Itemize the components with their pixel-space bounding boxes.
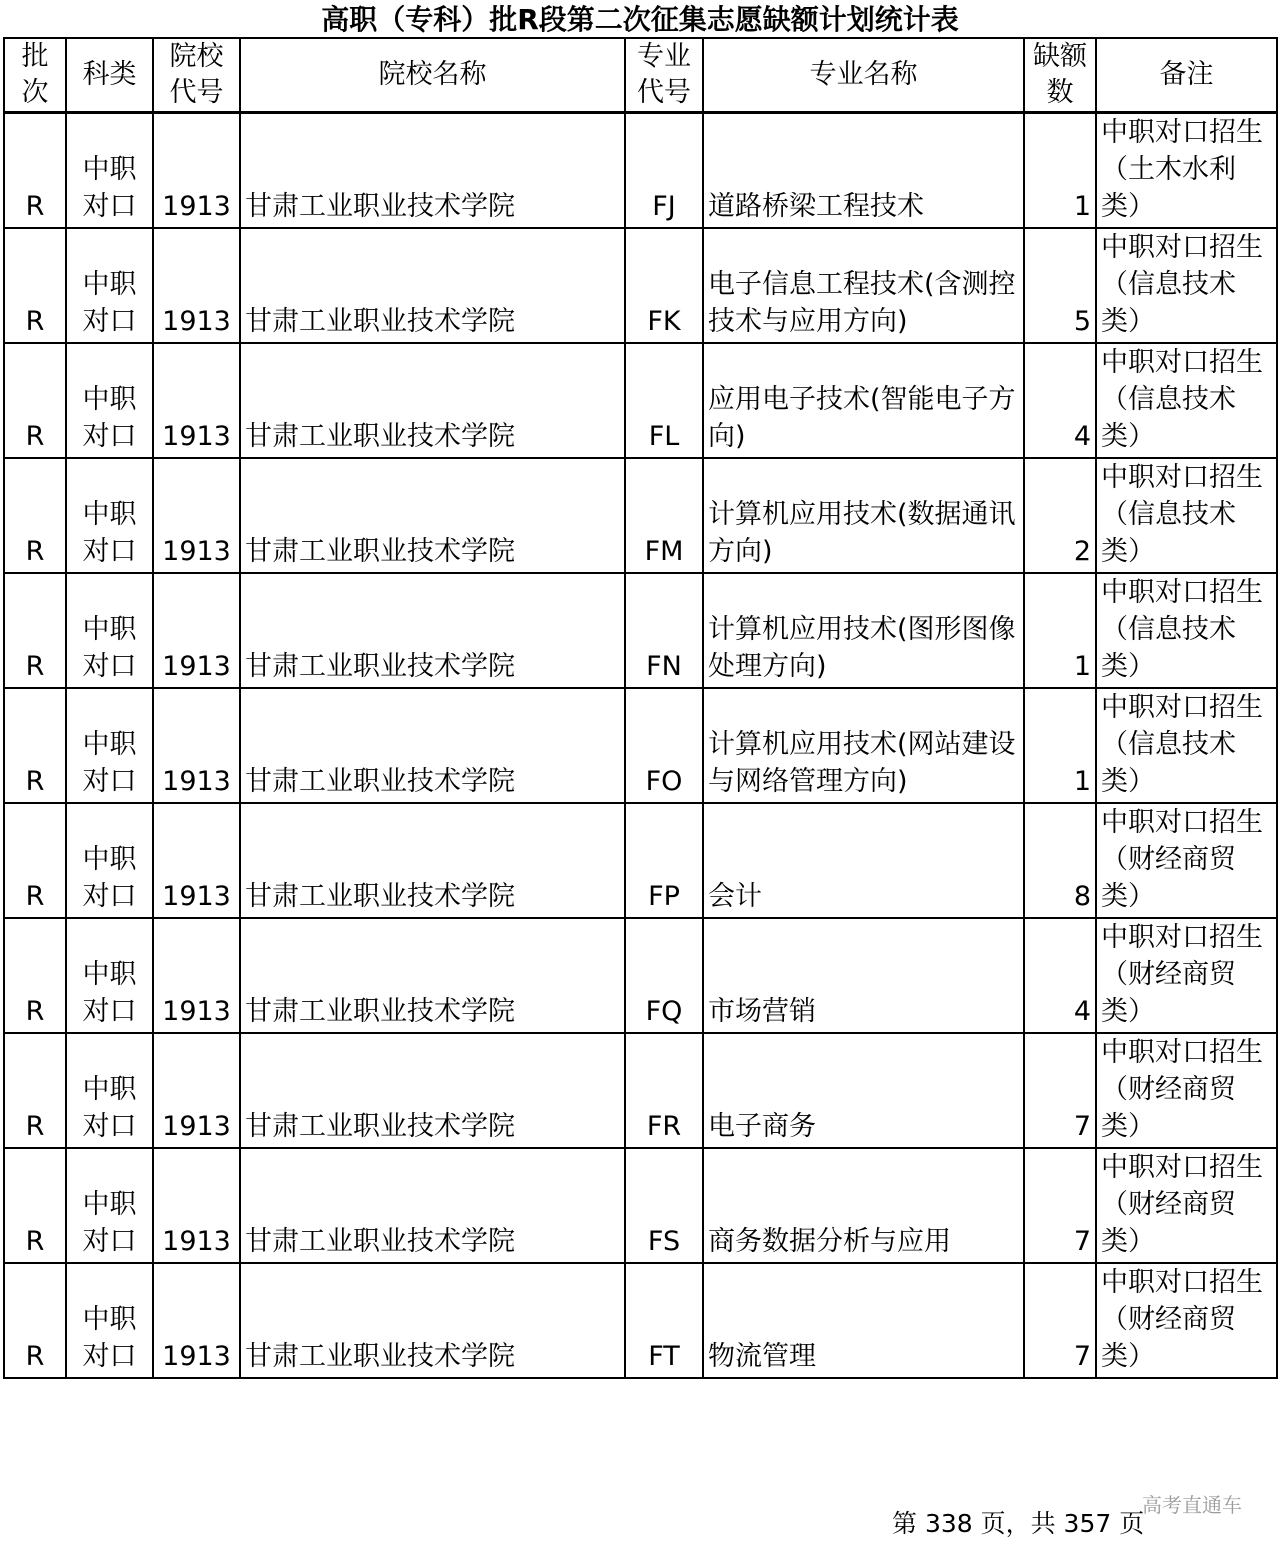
- watermark: 高考直通车: [1142, 1493, 1242, 1517]
- cell-note: 中职对口招生（财经商贸类）: [1096, 1263, 1277, 1378]
- table-row: [4, 228, 1277, 343]
- table-row: [4, 343, 1277, 458]
- cell-major-code: FR: [625, 1033, 703, 1148]
- cell-school-code: 1913: [153, 803, 240, 918]
- cell-major-name: 物流管理: [703, 1263, 1024, 1378]
- cell-note: 中职对口招生（财经商贸类）: [1096, 1148, 1277, 1263]
- cell-note: 中职对口招生（财经商贸类）: [1096, 918, 1277, 1033]
- cell-school-name: 甘肃工业职业技术学院: [240, 573, 625, 688]
- cell-school-name: 甘肃工业职业技术学院: [240, 1148, 625, 1263]
- cell-major-name: 计算机应用技术(图形图像处理方向): [703, 573, 1024, 688]
- table-row: [4, 573, 1277, 688]
- cell-major-name: 应用电子技术(智能电子方向): [703, 343, 1024, 458]
- cell-school-code: 1913: [153, 573, 240, 688]
- cell-major-code: FN: [625, 573, 703, 688]
- cell-batch: R: [4, 1263, 66, 1378]
- cell-major-name: 计算机应用技术(网站建设与网络管理方向): [703, 688, 1024, 803]
- cell-category: 中职对口: [66, 228, 153, 343]
- cell-vacancy: 4: [1024, 918, 1096, 1033]
- cell-school-name: 甘肃工业职业技术学院: [240, 228, 625, 343]
- header-school-name: 院校名称: [240, 38, 625, 113]
- cell-batch: R: [4, 688, 66, 803]
- cell-major-name: 计算机应用技术(数据通讯方向): [703, 458, 1024, 573]
- table-row: [4, 803, 1277, 918]
- cell-school-code: 1913: [153, 918, 240, 1033]
- cell-vacancy: 7: [1024, 1033, 1096, 1148]
- table-row: [4, 458, 1277, 573]
- cell-vacancy: 4: [1024, 343, 1096, 458]
- cell-category: 中职对口: [66, 688, 153, 803]
- cell-major-name: 会计: [703, 803, 1024, 918]
- table-row: [4, 688, 1277, 803]
- cell-school-name: 甘肃工业职业技术学院: [240, 343, 625, 458]
- cell-major-code: FS: [625, 1148, 703, 1263]
- table-row: [4, 1033, 1277, 1148]
- header-category: 科类: [66, 38, 153, 113]
- cell-category: 中职对口: [66, 1148, 153, 1263]
- table-row: [4, 1263, 1277, 1378]
- cell-major-code: FO: [625, 688, 703, 803]
- cell-school-code: 1913: [153, 688, 240, 803]
- cell-batch: R: [4, 458, 66, 573]
- cell-category: 中职对口: [66, 1263, 153, 1378]
- cell-major-code: FJ: [625, 113, 703, 229]
- cell-batch: R: [4, 803, 66, 918]
- cell-major-code: FK: [625, 228, 703, 343]
- cell-school-code: 1913: [153, 343, 240, 458]
- cell-vacancy: 8: [1024, 803, 1096, 918]
- cell-batch: R: [4, 1148, 66, 1263]
- cell-note: 中职对口招生（信息技术类）: [1096, 458, 1277, 573]
- table-row: [4, 1148, 1277, 1263]
- cell-school-name: 甘肃工业职业技术学院: [240, 113, 625, 229]
- cell-major-code: FM: [625, 458, 703, 573]
- cell-vacancy: 1: [1024, 573, 1096, 688]
- cell-major-name: 道路桥梁工程技术: [703, 113, 1024, 229]
- cell-major-name: 电子商务: [703, 1033, 1024, 1148]
- header-major-name: 专业名称: [703, 38, 1024, 113]
- cell-vacancy: 5: [1024, 228, 1096, 343]
- page-title: 高职（专科）批R段第二次征集志愿缺额计划统计表: [321, 3, 959, 36]
- cell-school-name: 甘肃工业职业技术学院: [240, 918, 625, 1033]
- cell-major-code: FQ: [625, 918, 703, 1033]
- cell-batch: R: [4, 573, 66, 688]
- cell-major-name: 电子信息工程技术(含测控技术与应用方向): [703, 228, 1024, 343]
- vacancy-plan-table: [3, 37, 1278, 1379]
- cell-school-name: 甘肃工业职业技术学院: [240, 803, 625, 918]
- cell-batch: R: [4, 228, 66, 343]
- cell-category: 中职对口: [66, 1033, 153, 1148]
- cell-note: 中职对口招生（信息技术类）: [1096, 573, 1277, 688]
- cell-school-code: 1913: [153, 228, 240, 343]
- cell-major-name: 商务数据分析与应用: [703, 1148, 1024, 1263]
- cell-major-code: FL: [625, 343, 703, 458]
- cell-note: 中职对口招生（信息技术类）: [1096, 343, 1277, 458]
- cell-category: 中职对口: [66, 113, 153, 229]
- cell-school-name: 甘肃工业职业技术学院: [240, 458, 625, 573]
- cell-major-name: 市场营销: [703, 918, 1024, 1033]
- cell-vacancy: 1: [1024, 688, 1096, 803]
- cell-category: 中职对口: [66, 803, 153, 918]
- cell-vacancy: 7: [1024, 1263, 1096, 1378]
- cell-major-code: FP: [625, 803, 703, 918]
- cell-vacancy: 7: [1024, 1148, 1096, 1263]
- cell-note: 中职对口招生（信息技术类）: [1096, 688, 1277, 803]
- cell-school-code: 1913: [153, 1263, 240, 1378]
- cell-batch: R: [4, 918, 66, 1033]
- table-header-row: [4, 38, 1277, 113]
- cell-batch: R: [4, 343, 66, 458]
- cell-vacancy: 1: [1024, 113, 1096, 229]
- cell-school-name: 甘肃工业职业技术学院: [240, 1033, 625, 1148]
- cell-batch: R: [4, 113, 66, 229]
- cell-school-name: 甘肃工业职业技术学院: [240, 688, 625, 803]
- table-row: [4, 918, 1277, 1033]
- cell-school-code: 1913: [153, 1148, 240, 1263]
- cell-category: 中职对口: [66, 458, 153, 573]
- header-school-code: 院校代号: [153, 38, 240, 113]
- header-batch: 批次: [4, 38, 66, 113]
- cell-school-code: 1913: [153, 1033, 240, 1148]
- cell-school-code: 1913: [153, 113, 240, 229]
- cell-major-code: FT: [625, 1263, 703, 1378]
- cell-note: 中职对口招生（财经商贸类）: [1096, 803, 1277, 918]
- cell-school-code: 1913: [153, 458, 240, 573]
- cell-note: 中职对口招生（财经商贸类）: [1096, 1033, 1277, 1148]
- cell-vacancy: 2: [1024, 458, 1096, 573]
- header-note: 备注: [1096, 38, 1277, 113]
- table-row: [4, 113, 1277, 229]
- cell-category: 中职对口: [66, 573, 153, 688]
- cell-note: 中职对口招生（土木水利类）: [1096, 113, 1277, 229]
- cell-category: 中职对口: [66, 343, 153, 458]
- cell-note: 中职对口招生（信息技术类）: [1096, 228, 1277, 343]
- cell-batch: R: [4, 1033, 66, 1148]
- header-vacancy: 缺额数: [1024, 38, 1096, 113]
- header-major-code: 专业代号: [625, 38, 703, 113]
- cell-category: 中职对口: [66, 918, 153, 1033]
- page-number: 第 338 页，共 357 页: [892, 1509, 1145, 1538]
- cell-school-name: 甘肃工业职业技术学院: [240, 1263, 625, 1378]
